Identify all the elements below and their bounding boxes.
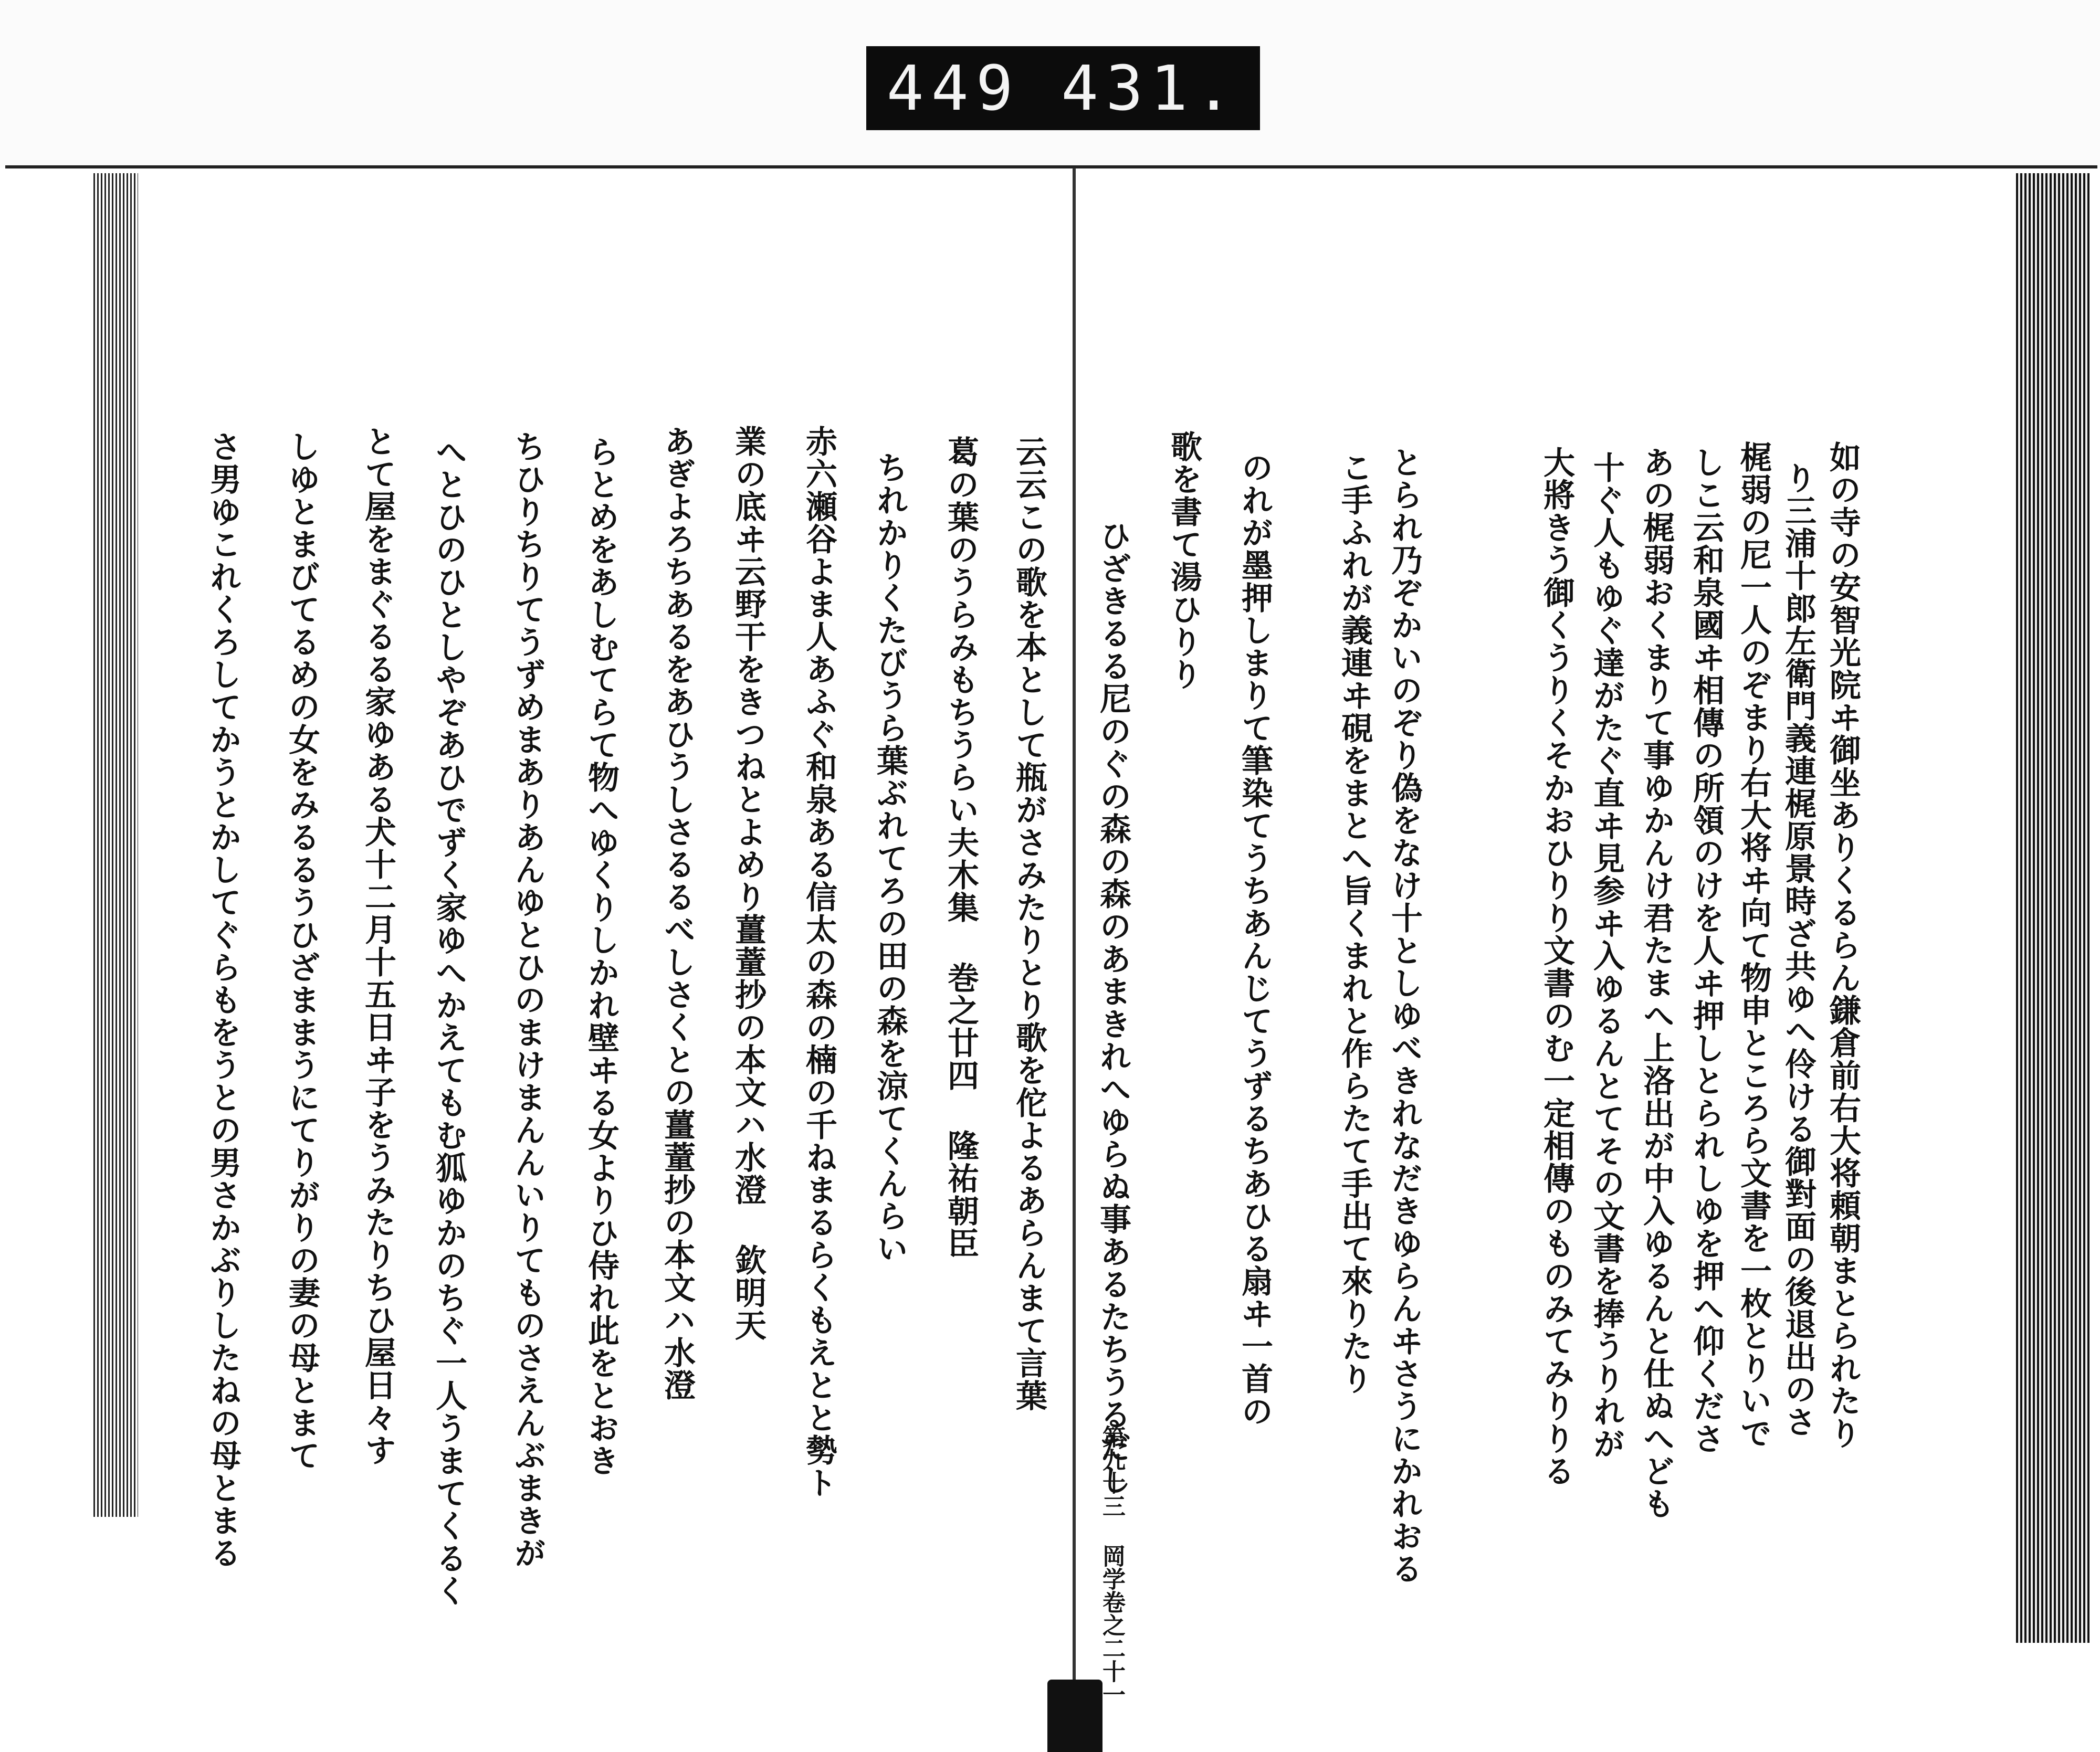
- right-line-12: ひざきるる尼のぐの森の森のあまきれへゆらぬ事あるたちうるだし: [1095, 520, 1131, 1496]
- left-line-1: 云云この歌を本として瓶がさみたりとり歌を佗よるあらんまて言葉: [1011, 436, 1047, 1412]
- left-line-11: しゆとまびてるめの女をみるるうひざままうにてりがりの妻の母とまて: [284, 430, 320, 1472]
- right-line-11: 歌を書て湯ひりり: [1166, 430, 1202, 691]
- left-line-7: らとめをあしむてらて物へゆくりしかれ壁ヰる女よりひ侍れ此をとおき: [583, 436, 620, 1477]
- right-line-4: しこ云和泉國ヰ相傳の所領のけを人ヰ押しとられしゆを押へ仰くださ: [1688, 446, 1725, 1455]
- right-line-6: 十ぐ人もゆぐ達がたぐ直ヰ見参ヰ入ゆるんとてその文書を捧うりれが: [1588, 451, 1625, 1460]
- right-line-7: 大將きう御くうりくそかおひりり文書のむ一定相傳のものみてみりりる: [1538, 446, 1575, 1487]
- folio-mark: 第九十三 岡学卷之二十一: [1098, 1425, 1125, 1706]
- right-line-10: のれが墨押しまりて筆染てうちあんじてうずるちあひる扇ヰ一首の: [1236, 451, 1273, 1428]
- book-spine: [1073, 168, 1076, 1680]
- right-line-3: 梶弱の尼一人のぞまり右大将ヰ向て物申ところら文書を一枚とりいで: [1735, 441, 1772, 1450]
- left-line-6: あぎよろちあるをあひうしさるるべしさくとの薑蕫抄の本文ハ水澄: [659, 425, 696, 1401]
- left-line-9: へとひのひとしやぞあひでずく家ゆへかえてもむ狐ゆかのちぐ一人うまてくるく: [430, 436, 467, 1607]
- left-page-edges: [93, 173, 138, 1517]
- left-line-2: 葛の葉のうらみもちうらい夫木集 巻之廿四 隆祐朝臣: [942, 436, 979, 1260]
- frame-number-left: 449: [886, 52, 1021, 124]
- right-line-5: あの梶弱おくまりて事ゆかんけ君たまへ上洛出が中入ゆるんと仕ぬへども: [1638, 446, 1675, 1520]
- left-line-4: 赤六瀬谷よま人あふぐ和泉ある信太の森の楠の千ねまるらくもえとと勢ト: [801, 425, 837, 1499]
- left-line-12: さ男ゆこれくろしてかうとかしてぐらもをうとの男さかぶりしたねの母とまる: [205, 430, 242, 1569]
- left-line-5: 業の底ヰ云野干をきつねとよめり薑蕫抄の本文ハ水澄 欽明天: [730, 425, 766, 1342]
- left-line-8: ちひりちりてうずめまありあんゆとひのまけまんんいりてものさえんぶまきが: [509, 430, 546, 1569]
- right-line-8: とられ乃ぞかいのぞり偽をなけ十としゆべきれなだきゆらんヰさうにかれおる: [1386, 446, 1423, 1585]
- frame-number-plate: [866, 46, 1260, 130]
- right-line-1: 如の寺の安智光院ヰ御坐ありくるらん鎌倉前右大将頼朝まとられたり: [1824, 441, 1861, 1450]
- left-line-10: とて屋をまぐるる家ゆある犬十二月十五日ヰ子をうみたりちひ屋日々す: [360, 425, 396, 1466]
- right-line-2: り三浦十郎左衛門義連梶原景時ざ共ゆへ伶ける御對面の後退出のさ: [1780, 462, 1816, 1438]
- right-line-9: こ手ふれが義連ヰ硯をまとへ旨くまれと作らたて手出て來りたり: [1336, 451, 1373, 1395]
- frame-number-right: 431.: [1061, 52, 1240, 124]
- left-line-3: ちれかりくたびうら葉ぶれてろの田の森を涼てくんらい: [872, 451, 908, 1265]
- right-page-edges: [2016, 173, 2090, 1643]
